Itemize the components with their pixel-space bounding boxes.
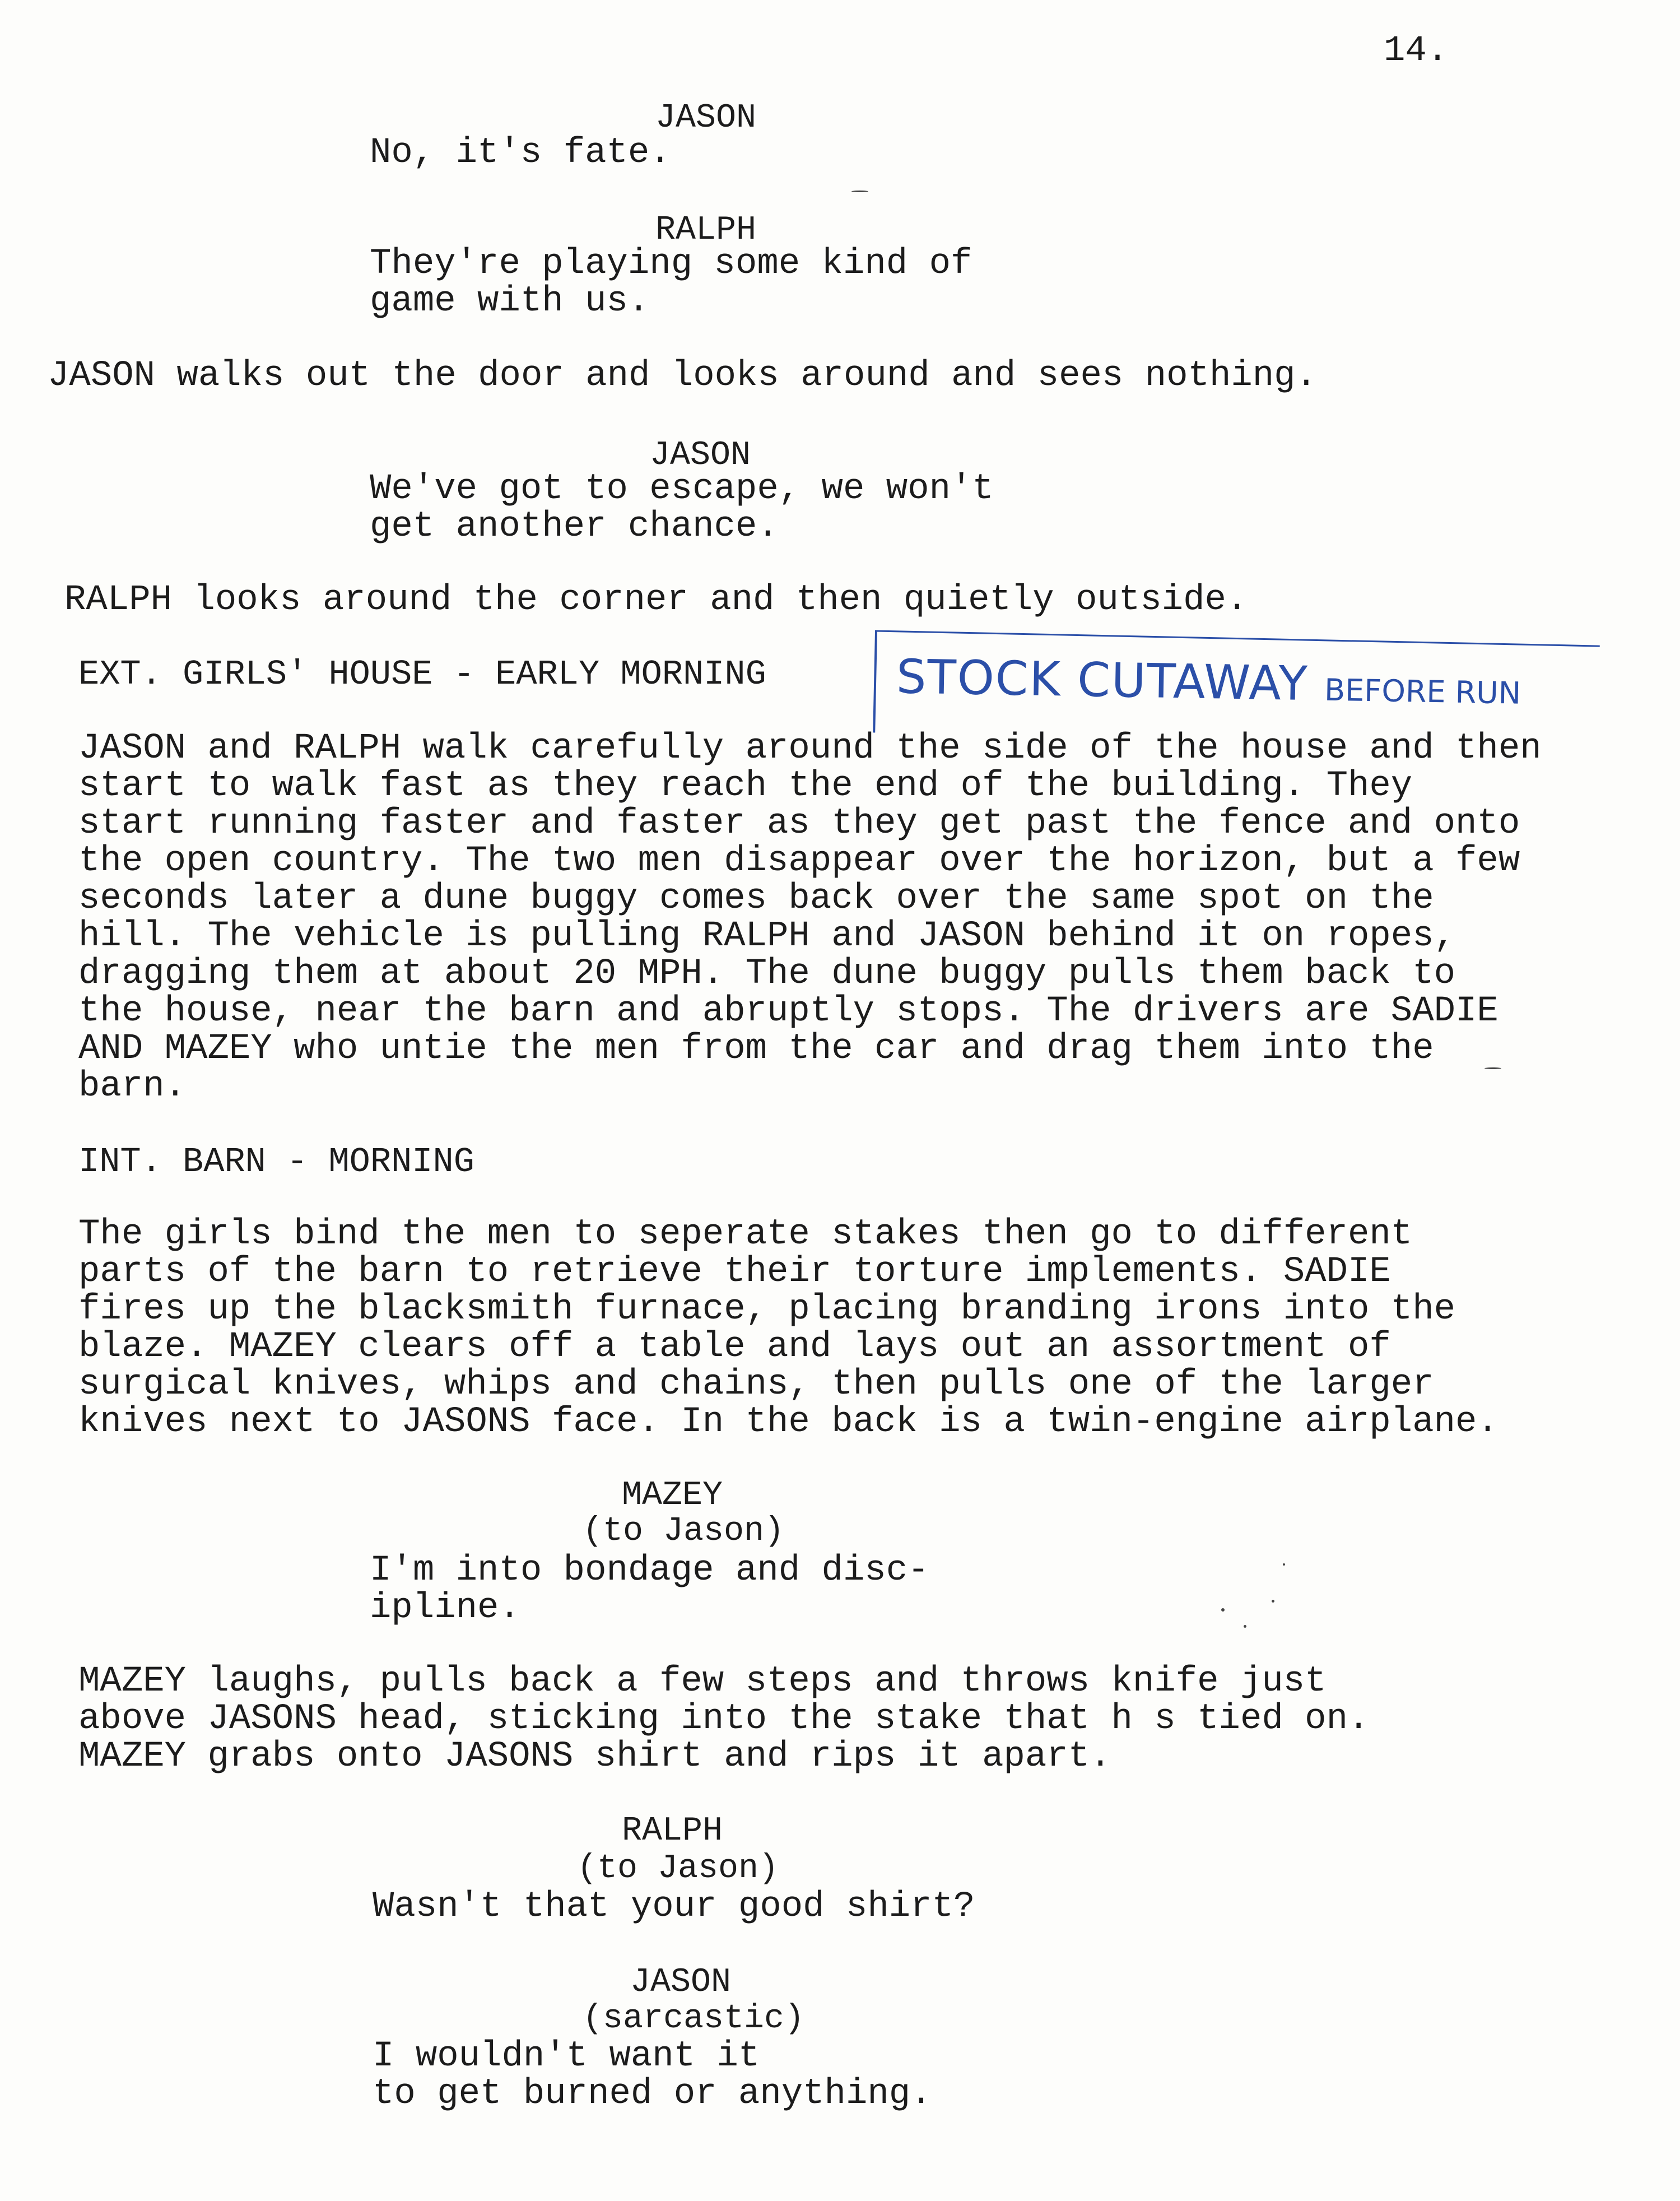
scene-heading: EXT. GIRLS' HOUSE - EARLY MORNING — [78, 654, 766, 694]
dialogue-line: They're playing some kind of game with us. — [370, 244, 972, 322]
page-number: 14. — [1384, 31, 1449, 71]
scan-mark — [1484, 1067, 1501, 1069]
action-paragraph: JASON and RALPH walk carefully around the side of the house and then start to walk fast as they reach the end of the building. They start running faster and faster as they get past the fence and onto the open country. The two men disappear over the horizon, but a few seconds later a dune buggy comes back over the same spot on the hill. The vehicle is pulling RALPH and JASON behind it on ropes, dragging them at about 20 MPH. The dune buggy pulls them back to the house, near the barn and abruptly stops. The drivers are SADIE AND MAZEY who untie the men from the car and drag them into the barn. — [78, 728, 1542, 1107]
scan-mark — [1283, 1563, 1285, 1566]
dialogue-line: I'm into bondage and disc- ipline. — [370, 1550, 929, 1628]
character-name: JASON — [650, 437, 751, 475]
scene-heading: INT. BARN - MORNING — [78, 1142, 474, 1182]
scan-mark — [1221, 1608, 1225, 1612]
action-paragraph: RALPH looks around the corner and then quietly outside. — [64, 580, 1248, 620]
scan-mark — [1244, 1625, 1246, 1628]
parenthetical: (to Jason) — [577, 1850, 779, 1888]
annotation-main: STOCK CUTAWAY — [896, 649, 1309, 712]
character-name: MAZEY — [622, 1476, 723, 1515]
scan-mark — [1272, 1600, 1274, 1603]
dialogue-line: No, it's fate. — [370, 133, 671, 173]
character-name: JASON — [655, 99, 757, 137]
action-paragraph: MAZEY laughs, pulls back a few steps and throws knife just above JASONS head, sticking into the stake that h s tied on. MAZEY grabs onto JASONS shirt and rips it apart. — [78, 1661, 1370, 1777]
action-paragraph: The girls bind the men to seperate stakes then go to different parts of the barn to retrieve their torture implements. SADIE fires up the blacksmith furnace, placing branding irons into the blaze. MAZEY clears off a table and lays out an assortment of surgical knives, whips and chains, then pulls one of the larger knives next to JASONS face. In the back is a twin-engine airplane. — [78, 1214, 1498, 1442]
character-name: JASON — [630, 1963, 732, 2002]
dialogue-line: We've got to escape, we won't get another chance. — [370, 469, 994, 547]
handwritten-annotation — [896, 649, 1521, 714]
parenthetical: (sarcastic) — [583, 2000, 805, 2038]
scan-mark — [851, 191, 868, 192]
parenthetical: (to Jason) — [583, 1512, 785, 1550]
dialogue-line: Wasn't that your good shirt? — [373, 1887, 975, 1927]
character-name: RALPH — [655, 211, 757, 249]
annotation-small: BEFORE RUN — [1324, 672, 1521, 711]
action-paragraph: JASON walks out the door and looks around and sees nothing. — [48, 356, 1317, 396]
character-name: RALPH — [622, 1812, 723, 1850]
dialogue-line: I wouldn't want it to get burned or anything. — [373, 2036, 932, 2114]
